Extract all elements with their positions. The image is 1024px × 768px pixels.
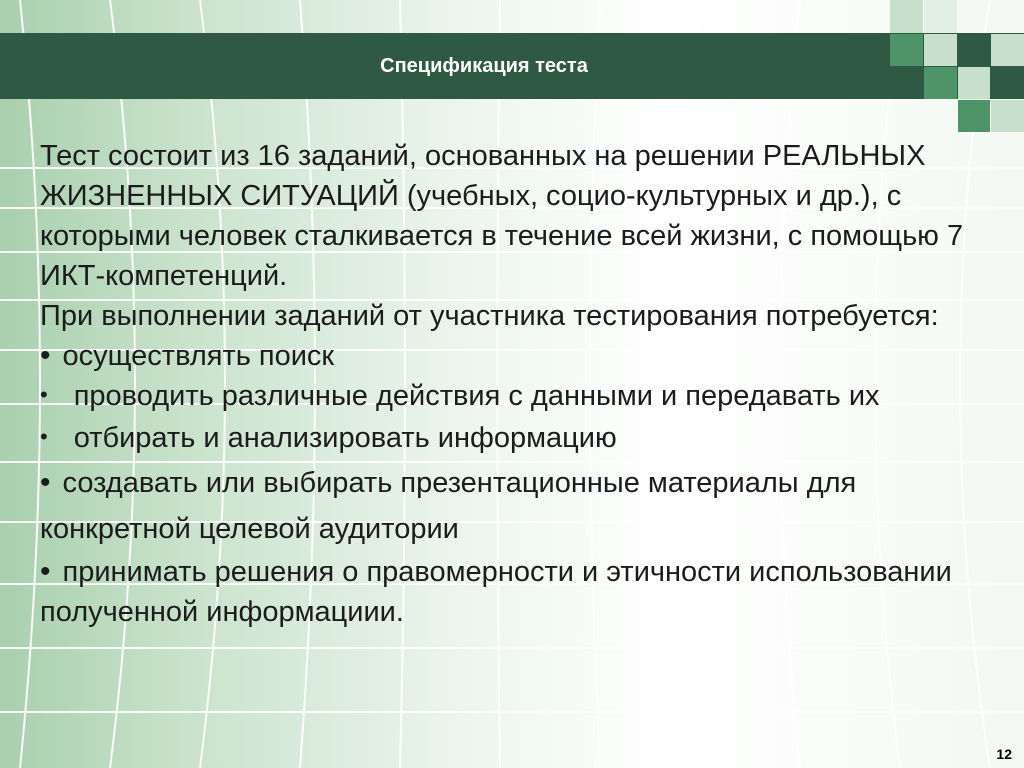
slide-content	[40, 136, 1000, 632]
bullet-item	[40, 460, 1000, 552]
bullet-text: принимать решения о правомерности и этичности использовании полученной информациии.	[40, 556, 952, 628]
deco-square	[958, 100, 990, 132]
deco-square	[924, 34, 957, 66]
bullet-icon: •	[40, 466, 51, 499]
bullet-text: проводить различные действия с данными и передавать их	[73, 380, 880, 412]
bullet-item	[40, 376, 1000, 418]
deco-square	[924, 0, 957, 33]
bullet-icon: •	[40, 382, 48, 407]
bullet-text: осуществлять поиск	[62, 340, 335, 372]
deco-square	[890, 34, 923, 66]
bullet-icon: •	[40, 555, 51, 588]
slide-number: 12	[996, 746, 1012, 762]
deco-square	[991, 100, 1024, 132]
bullet-icon: •	[40, 424, 48, 449]
lead-paragraph: При выполнении заданий от участника тестирования потребуется:	[40, 300, 939, 332]
bullet-item	[40, 336, 1000, 376]
bullet-icon: •	[40, 339, 51, 372]
slide-title: Спецификация теста	[380, 55, 588, 77]
bullet-item	[40, 418, 1000, 460]
bullet-item	[40, 552, 1000, 632]
deco-square	[991, 34, 1024, 66]
bullet-text: создавать или выбирать презентационные материалы для конкретной целевой аудитории	[40, 467, 857, 545]
bullet-text: отбирать и анализировать информацию	[73, 422, 617, 454]
intro-paragraph: Тест состоит из 16 заданий, основанных на решении РЕАЛЬНЫХ ЖИЗНЕННЫХ СИТУАЦИЙ (учебных, социо-культурных и др.), с которыми человек сталкивается в течение всей жизни, с помощью 7 ИКТ-компетенций.	[40, 140, 964, 292]
deco-square	[958, 67, 990, 99]
deco-square	[924, 67, 957, 99]
deco-square	[890, 0, 923, 33]
